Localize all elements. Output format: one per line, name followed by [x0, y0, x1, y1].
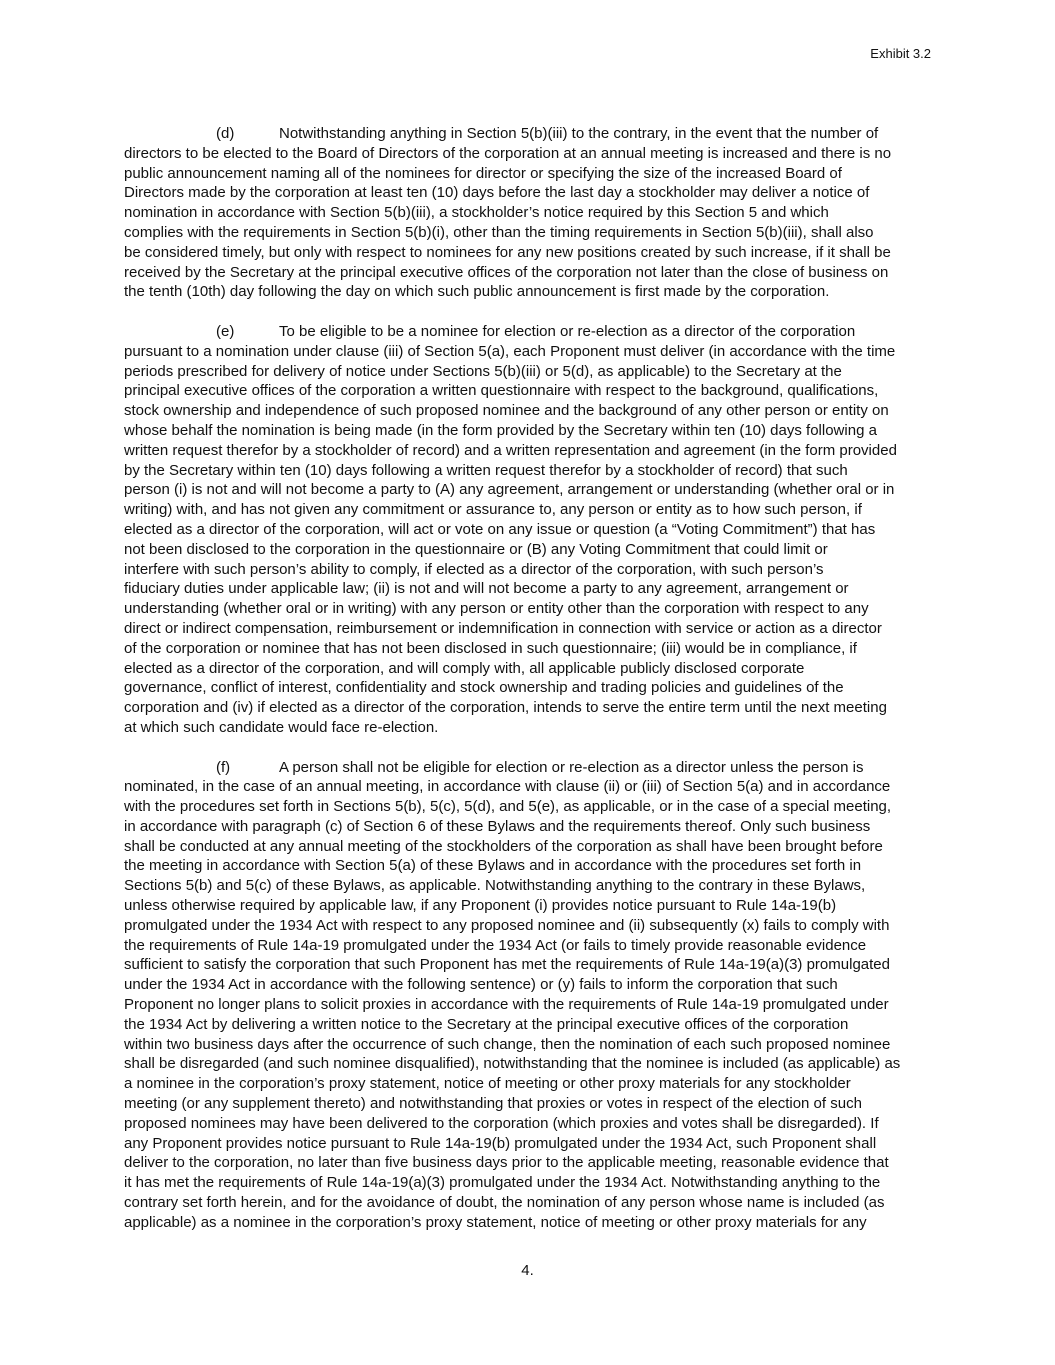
line-text: pursuant to a nomination under clause (iii) of Section 5(a), each Proponent must deliver (in accordance with the time: [124, 342, 896, 360]
text-line: [124, 243, 932, 263]
line-text: proposed nominees may have been delivered to the corporation (which proxies and votes shall be disregarded). If: [124, 1114, 879, 1132]
text-line: [124, 698, 932, 718]
paragraph-marker: (d): [216, 125, 235, 142]
text-line: [124, 975, 932, 995]
paragraph-d: [124, 124, 932, 302]
line-text: To be eligible to be a nominee for election or re-election as a director of the corporation: [279, 322, 856, 340]
line-text: whose behalf the nomination is being made (in the form provided by the Secretary within ten (10) days following a: [124, 421, 877, 439]
line-text: A person shall not be eligible for election or re-election as a director unless the person is: [279, 758, 864, 776]
line-text: directors to be elected to the Board of Directors of the corporation at an annual meeting is increased and there is no: [124, 144, 892, 162]
line-text: deliver to the corporation, no later than five business days prior to the applicable meeting, reasonable evidence that: [124, 1154, 889, 1172]
line-text: be considered timely, but only with respect to nominees for any new positions created by such increase, if it shall be: [124, 243, 891, 261]
line-text: contrary set forth herein, and for the avoidance of doubt, the nomination of any person whose name is included (as: [124, 1194, 885, 1212]
text-line: [124, 183, 932, 203]
line-text: person (i) is not and will not become a party to (A) any agreement, arrangement or understanding (whether oral or in: [124, 481, 895, 499]
text-line: [124, 1213, 932, 1233]
text-line: [124, 520, 932, 540]
text-line: [124, 639, 932, 659]
line-text: corporation and (iv) if elected as a director of the corporation, intends to serve the entire term until the next meeting: [124, 699, 887, 717]
text-line: [124, 203, 932, 223]
line-text: Notwithstanding anything in Section 5(b)(iii) to the contrary, in the event that the number of: [279, 125, 879, 142]
line-text: interfere with such person’s ability to comply, if elected as a director of the corporation, with such person’s: [124, 560, 824, 578]
line-text: Proponent no longer plans to solicit proxies in accordance with the requirements of Rule 14a-19 promulgated under: [124, 996, 889, 1014]
text-line: [124, 1094, 932, 1114]
text-line: [124, 579, 932, 599]
text-line: [124, 678, 932, 698]
line-text: fiduciary duties under applicable law; (ii) is not and will not become a party to any agreement, arrangement or: [124, 580, 849, 598]
line-text: the 1934 Act by delivering a written notice to the Secretary at the principal executive offices of the corporation: [124, 1015, 849, 1033]
line-text: governance, conflict of interest, confidentiality and stock ownership and trading policies and guidelines of the: [124, 679, 844, 697]
line-text: of the corporation or nominee that has not been disclosed in such questionnaire; (iii) would be in compliance, if: [124, 639, 857, 657]
line-text: meeting (or any supplement thereto) and notwithstanding that proxies or votes in respect of the election of such: [124, 1095, 862, 1113]
paragraph-marker: (f): [216, 758, 231, 776]
line-text: at which such candidate would face re-election.: [124, 718, 439, 736]
line-text: applicable) as a nominee in the corporation’s proxy statement, notice of meeting or other proxy materials for any: [124, 1213, 867, 1231]
text-line: [124, 1035, 932, 1055]
line-text: periods prescribed for delivery of notice under Sections 5(b)(iii) or 5(d), as applicable) to the Secretary at the: [124, 362, 842, 380]
text-line: [124, 936, 932, 956]
text-line: [124, 1173, 932, 1193]
line-text: Directors made by the corporation at least ten (10) days before the last day a stockholder may deliver a notice of: [124, 184, 870, 202]
text-line: [124, 381, 932, 401]
line-text: in accordance with paragraph (c) of Section 6 of these Bylaws and the requirements thereof. Only such business: [124, 817, 871, 835]
text-line: [124, 856, 932, 876]
text-line: [124, 995, 932, 1015]
text-line: [124, 718, 932, 738]
text-line: [124, 955, 932, 975]
document-body: [124, 124, 932, 1252]
text-line: [124, 282, 932, 302]
line-text: a nominee in the corporation’s proxy statement, notice of meeting or other proxy materials for any stockholder: [124, 1075, 851, 1093]
text-line: [124, 916, 932, 936]
paragraph-marker: (e): [216, 322, 235, 340]
line-text: shall be disregarded (and such nominee disqualified), notwithstanding that the nominee is included (as applicable) as: [124, 1055, 901, 1073]
line-text: Sections 5(b) and 5(c) of these Bylaws, as applicable. Notwithstanding anything to the contrary in these Bylaws,: [124, 877, 866, 895]
text-line: [124, 777, 932, 797]
text-line: [124, 342, 932, 362]
line-text: nomination in accordance with Section 5(b)(iii), a stockholder’s notice required by this Section 5 and which: [124, 204, 829, 222]
text-line: [124, 1054, 932, 1074]
text-line: [124, 124, 932, 144]
text-line: [124, 263, 932, 283]
paragraph-e: [124, 322, 932, 738]
line-text: with the procedures set forth in Sections 5(b), 5(c), 5(d), and 5(e), as applicable, or in the case of a special meeting,: [124, 798, 892, 816]
text-line: [124, 896, 932, 916]
line-text: written request therefor by a stockholder of record) and a written representation and agreement (in the form provided: [124, 441, 897, 459]
line-text: any Proponent provides notice pursuant to Rule 14a-19(b) promulgated under the 1934 Act, such Proponent shall: [124, 1134, 877, 1152]
text-line: [124, 164, 932, 184]
text-line: [124, 362, 932, 382]
line-text: within two business days after the occurrence of such change, then the nomination of each such proposed nominee: [124, 1035, 891, 1053]
text-line: [124, 837, 932, 857]
line-text: the tenth (10th) day following the day on which such public announcement is first made by the corporation.: [124, 283, 830, 301]
line-text: stock ownership and independence of such proposed nominee and the background of any other person or entity on: [124, 402, 889, 420]
text-line: [124, 500, 932, 520]
text-line: [124, 1114, 932, 1134]
line-text: promulgated under the 1934 Act with respect to any proposed nominee and (ii) subsequently (x) fails to comply with: [124, 916, 890, 934]
line-text: writing) with, and has not given any commitment or assurance to, any person or entity as to how such person, if: [124, 501, 862, 519]
text-line: [124, 322, 932, 342]
line-text: the requirements of Rule 14a-19 promulgated under the 1934 Act (or fails to timely provide reasonable evidence: [124, 936, 867, 954]
text-line: [124, 1134, 932, 1154]
text-line: [124, 876, 932, 896]
text-line: [124, 1015, 932, 1035]
line-text: shall be conducted at any annual meeting of the stockholders of the corporation as shall have been brought before: [124, 837, 883, 855]
text-line: [124, 401, 932, 421]
page-number: 4.: [521, 1262, 534, 1279]
text-line: [124, 480, 932, 500]
text-line: [124, 758, 932, 778]
text-line: [124, 1193, 932, 1213]
line-text: by the Secretary within ten (10) days following a written request therefor by a stockholder of record) that such: [124, 461, 848, 479]
text-line: [124, 817, 932, 837]
text-line: [124, 619, 932, 639]
text-line: [124, 540, 932, 560]
line-text: sufficient to satisfy the corporation that such Proponent has met the requirements of Rule 14a-19(a)(3) promulgated: [124, 956, 890, 974]
text-line: [124, 1153, 932, 1173]
text-line: [124, 223, 932, 243]
exhibit-label: Exhibit 3.2: [870, 46, 931, 61]
line-text: elected as a director of the corporation, and will comply with, all applicable publicly disclosed corporate: [124, 659, 805, 677]
line-text: the meeting in accordance with Section 5(a) of these Bylaws and in accordance with the procedures set forth in: [124, 857, 862, 875]
text-line: [124, 461, 932, 481]
line-text: complies with the requirements in Section 5(b)(i), other than the timing requirements in Section 5(b)(iii), shall also: [124, 223, 874, 241]
text-line: [124, 441, 932, 461]
line-text: received by the Secretary at the principal executive offices of the corporation not later than the close of business on: [124, 263, 889, 281]
line-text: direct or indirect compensation, reimbursement or indemnification in connection with service or action as a director: [124, 619, 882, 637]
line-text: nominated, in the case of an annual meeting, in accordance with clause (ii) or (iii) of Section 5(a) and in accordance: [124, 778, 891, 796]
text-line: [124, 599, 932, 619]
line-text: understanding (whether oral or in writing) with any person or entity other than the corporation with respect to any: [124, 600, 869, 618]
text-line: [124, 144, 932, 164]
text-line: [124, 1074, 932, 1094]
line-text: public announcement naming all of the nominees for director or specifying the size of the increased Board of: [124, 164, 842, 182]
line-text: under the 1934 Act in accordance with the following sentence) or (y) fails to inform the corporation that such: [124, 976, 838, 994]
line-text: elected as a director of the corporation, will act or vote on any issue or question (a “Voting Commitment”) that has: [124, 520, 876, 538]
line-text: not been disclosed to the corporation in the questionnaire or (B) any Voting Commitment that could limit or: [124, 540, 828, 558]
text-line: [124, 560, 932, 580]
paragraph-f: [124, 758, 932, 1233]
text-line: [124, 797, 932, 817]
line-text: principal executive offices of the corporation a written questionnaire with respect to the background, qualifications,: [124, 382, 879, 400]
line-text: it has met the requirements of Rule 14a-19(a)(3) promulgated under the 1934 Act. Notwithstanding anything to the: [124, 1174, 881, 1192]
text-line: [124, 421, 932, 441]
line-text: unless otherwise required by applicable law, if any Proponent (i) provides notice pursuant to Rule 14a-19(b): [124, 897, 837, 915]
text-line: [124, 659, 932, 679]
